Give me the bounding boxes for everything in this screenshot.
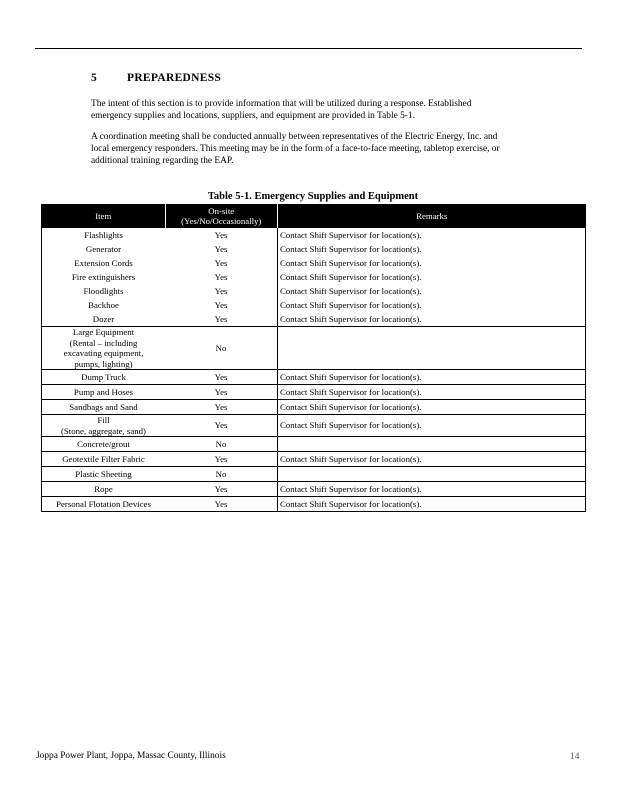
item-line: Extension Cords	[74, 257, 133, 268]
table-row	[42, 228, 586, 242]
item-line: Dozer	[92, 313, 115, 324]
remarks-cell: Contact Shift Supervisor for location(s).	[278, 482, 586, 497]
remarks-cell	[278, 437, 586, 452]
table-title: Table 5-1. Emergency Supplies and Equipment	[207, 191, 419, 202]
supplies-table	[41, 204, 586, 512]
item-line: Flashlights	[84, 229, 123, 240]
table-row	[42, 270, 586, 284]
item-cell	[42, 400, 166, 415]
section-heading	[91, 72, 221, 84]
section-title: PREPAREDNESS	[127, 72, 222, 84]
table-row	[42, 312, 586, 327]
onsite-cell: No	[165, 467, 278, 482]
item-cell	[42, 256, 166, 270]
item-line: (Stone, aggregate, sand)	[60, 425, 146, 436]
header-onsite	[165, 204, 278, 228]
item-line: Fire extinguishers	[71, 271, 136, 282]
table-row	[42, 327, 586, 370]
remarks-cell: Contact Shift Supervisor for location(s).	[278, 312, 586, 327]
item-cell	[42, 437, 166, 452]
item-cell	[42, 452, 166, 467]
remarks-cell: Contact Shift Supervisor for location(s).	[278, 385, 586, 400]
onsite-cell: Yes	[165, 312, 278, 327]
table-row	[42, 452, 586, 467]
item-line: Rope	[94, 483, 113, 494]
remarks-cell: Contact Shift Supervisor for location(s).	[278, 415, 586, 437]
item-line: Generator	[85, 243, 122, 254]
remarks-cell: Contact Shift Supervisor for location(s).	[278, 242, 586, 256]
onsite-cell: Yes	[165, 415, 278, 437]
item-cell	[42, 467, 166, 482]
item-cell	[42, 482, 166, 497]
footer-page-number: 14	[570, 752, 580, 762]
onsite-cell: Yes	[214, 243, 228, 254]
table-row	[42, 415, 586, 437]
table-header-row	[42, 204, 586, 228]
onsite-cell: Yes	[214, 271, 228, 282]
header-onsite-line1: On-site	[208, 205, 235, 216]
table-row	[42, 256, 586, 270]
table-body	[42, 228, 586, 512]
remarks-cell: Contact Shift Supervisor for location(s).	[278, 298, 586, 312]
onsite-cell: Yes	[214, 285, 228, 296]
remarks-cell: Contact Shift Supervisor for location(s).	[278, 228, 586, 242]
table-row	[42, 242, 586, 256]
remarks-cell: Contact Shift Supervisor for location(s).	[278, 270, 586, 284]
footer-location: Joppa Power Plant, Joppa, Massac County, Illinois	[36, 751, 226, 761]
item-line: pumps, lighting)	[74, 358, 133, 369]
remarks-cell: Contact Shift Supervisor for location(s).	[278, 452, 586, 467]
item-line: Personal Flotation Devices	[56, 498, 151, 509]
item-line: Geotextile Filter Fabric	[62, 453, 145, 464]
item-line: (Rental – including	[69, 337, 138, 348]
table-row	[42, 284, 586, 298]
item-line: Concrete/grout	[77, 438, 130, 449]
item-cell	[42, 270, 166, 284]
table-row	[42, 400, 586, 415]
item-line: excavating equipment,	[63, 348, 144, 358]
coordination-paragraph: A coordination meeting shall be conducted annually between representatives of the Electric Energy, Inc. and local emergency responders. This meeting may be in the form of a face-to-face meeting, tabletop exercise, or additional training regarding the EAP.	[91, 132, 500, 167]
table-row	[42, 370, 586, 385]
item-line: Floodlights	[83, 285, 124, 296]
item-cell	[42, 497, 166, 512]
remarks-cell: Contact Shift Supervisor for location(s).	[278, 256, 586, 270]
table-row	[42, 482, 586, 497]
onsite-cell: No	[165, 437, 278, 452]
onsite-cell: Yes	[165, 497, 278, 512]
item-cell	[42, 298, 166, 312]
item-line: Plastic Sheeting	[75, 468, 132, 479]
header-onsite-line2: (Yes/No/Occasionally)	[181, 216, 262, 226]
item-line: Large Equipment	[72, 327, 135, 337]
onsite-cell: Yes	[214, 257, 228, 268]
remarks-cell: Contact Shift Supervisor for location(s).	[278, 497, 586, 512]
item-cell	[42, 312, 166, 327]
remarks-cell: Contact Shift Supervisor for location(s).	[278, 284, 586, 298]
item-cell	[42, 242, 166, 256]
section-number: 5	[91, 72, 98, 84]
onsite-cell: Yes	[165, 370, 278, 385]
onsite-cell: Yes	[165, 452, 278, 467]
remarks-cell	[278, 467, 586, 482]
item-cell	[42, 370, 166, 385]
header-item: Item	[42, 204, 166, 228]
intro-paragraph: The intent of this section is to provide information that will be utilized during a response. Established emergency supplies and locations, suppliers, and equipment are provided in Table 5-1.	[91, 99, 472, 122]
table-row	[42, 497, 586, 512]
onsite-cell: No	[165, 327, 278, 370]
header-rule	[35, 48, 582, 49]
header-remarks: Remarks	[278, 204, 586, 228]
onsite-cell: Yes	[165, 482, 278, 497]
table-row	[42, 467, 586, 482]
item-cell	[42, 284, 166, 298]
item-cell	[42, 327, 166, 370]
remarks-cell	[278, 327, 586, 370]
onsite-cell: Yes	[214, 229, 228, 240]
item-cell	[42, 415, 166, 437]
remarks-cell: Contact Shift Supervisor for location(s).	[278, 400, 586, 415]
onsite-cell: Yes	[214, 299, 228, 310]
table-row	[42, 385, 586, 400]
item-cell	[42, 385, 166, 400]
onsite-cell: Yes	[165, 400, 278, 415]
onsite-cell: Yes	[165, 385, 278, 400]
item-line: Sandbags and Sand	[69, 401, 138, 412]
item-cell	[42, 228, 166, 242]
remarks-cell: Contact Shift Supervisor for location(s).	[278, 370, 586, 385]
table-row	[42, 298, 586, 312]
item-line: Backhoe	[88, 299, 119, 310]
table-row	[42, 437, 586, 452]
item-line: Pump and Hoses	[73, 386, 134, 397]
item-line: Dump Truck	[81, 371, 126, 382]
item-line: Fill	[97, 415, 110, 425]
